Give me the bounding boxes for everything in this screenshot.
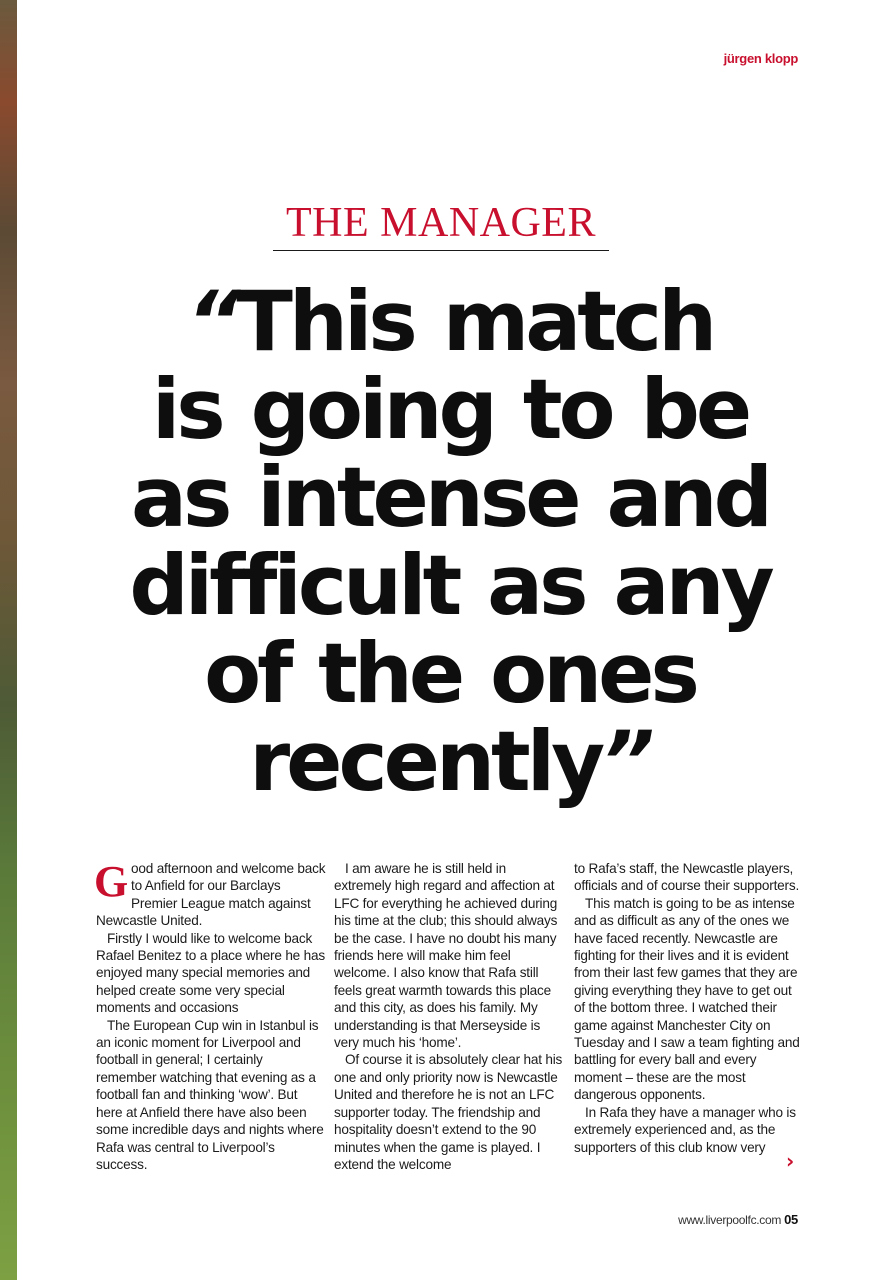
- paragraph: I am aware he is still held in extremely high regard and affection at LFC for everything he achieved during his time at the club; this should always be the case. I have no doubt his many friends here will make him feel welcome. I also know that Rafa still feels great warmth towards this place and this city, as does his family. My understanding is that Merseyside is very much his ‘home’.: [334, 861, 558, 1051]
- kicker-title: THE MANAGER: [273, 198, 609, 251]
- footer-url: www.liverpoolfc.com: [678, 1213, 782, 1227]
- paragraph: The European Cup win in Istanbul is an iconic moment for Liverpool and football in general; I certainly remember watching that evening as a football fan and thinking ‘wow’. But here at Anfield there have also been some incredible days and nights where Rafa was central to Liverpool’s success.: [96, 1017, 324, 1172]
- open-quote: “: [186, 273, 237, 370]
- page-number: 05: [784, 1212, 798, 1227]
- paragraph: Of course it is absolutely clear hat his one and only priority now is Newcastle United and therefore he is not an LFC supporter today. The friendship and hospitality doesn’t extend to the 90 minutes when the game is played. I extend the welcome: [334, 1052, 563, 1172]
- section-tag: jürgen klopp: [723, 51, 798, 66]
- paragraph: to Rafa’s staff, the Newcastle players, officials and of course their supporters.: [574, 861, 800, 894]
- headline-line-5: of the ones: [204, 625, 696, 722]
- paragraph: This match is going to be as intense and as difficult as any of the ones we have faced recently. Newcastle are fighting for their lives and it is evident from their last few games that they are giving everything they have to get out of the bottom three. I watched their game against Manchester City on Tuesday and I saw a team fighting and battling for every ball and every moment – these are the most dangerous opponents.: [574, 895, 800, 1103]
- article-column-2: [334, 860, 564, 1173]
- article-column-3: [574, 860, 804, 1156]
- headline-line-2: is going to be: [151, 361, 749, 458]
- page-footer: [678, 1212, 798, 1227]
- headline-line-6: recently”: [249, 713, 651, 810]
- paragraph: In Rafa they have a manager who is extremely experienced and, as the supporters of this club know very: [574, 1104, 796, 1155]
- article-column-1: [94, 857, 326, 1173]
- paragraph: Firstly I would like to welcome back Rafael Benitez to a place where he has enjoyed many special memories and helped create some very special moments and occasions: [96, 930, 325, 1016]
- headline-line-3: as intense and: [130, 449, 769, 546]
- paragraph: Good afternoon and welcome back to Anfield for our Barclays Premier League match against Newcastle United.: [94, 857, 326, 929]
- close-quote: ”: [601, 713, 651, 810]
- photo-edge-strip: [0, 0, 17, 1280]
- continue-arrow-icon: ›: [786, 1149, 795, 1173]
- headline-quote: [60, 273, 840, 810]
- drop-cap: G: [94, 857, 129, 906]
- headline-line-1: “This match: [186, 273, 714, 370]
- headline-line-4: difficult as any: [129, 537, 771, 634]
